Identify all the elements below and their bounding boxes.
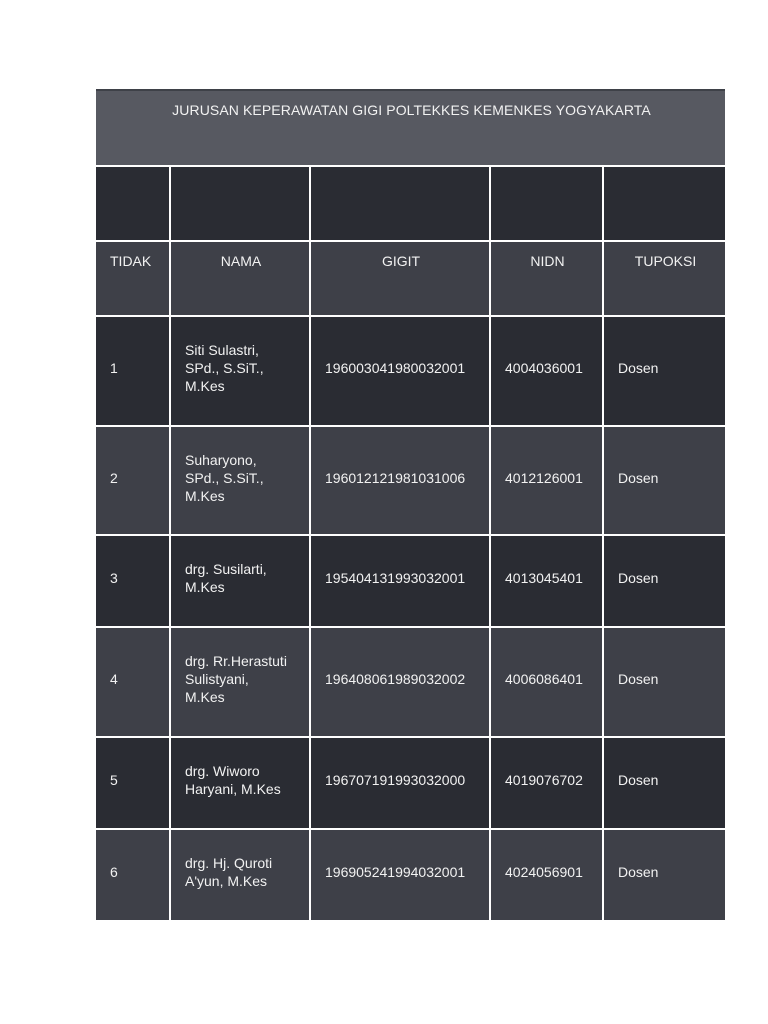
cell-nama bbox=[170, 627, 310, 737]
nama-line: A'yun, M.Kes bbox=[185, 873, 268, 889]
cell-nidn: 4019076702 bbox=[490, 737, 603, 829]
cell-tupoksi: Dosen bbox=[603, 316, 726, 426]
table-row bbox=[95, 535, 726, 627]
cell-no: 1 bbox=[95, 316, 170, 426]
cell-nama bbox=[170, 829, 310, 921]
cell-nip: 195404131993032001 bbox=[310, 535, 490, 627]
blank-cell bbox=[603, 166, 726, 241]
table-row bbox=[95, 426, 726, 535]
cell-no: 6 bbox=[95, 829, 170, 921]
nama-line: SPd., S.SiT., bbox=[185, 360, 264, 376]
blank-row bbox=[95, 166, 726, 241]
cell-nama bbox=[170, 316, 310, 426]
cell-nama bbox=[170, 426, 310, 535]
table-row bbox=[95, 737, 726, 829]
cell-tupoksi: Dosen bbox=[603, 535, 726, 627]
nama-line: M.Kes bbox=[185, 579, 225, 595]
cell-no: 3 bbox=[95, 535, 170, 627]
nama-line: Suharyono, bbox=[185, 451, 257, 468]
nama-line: M.Kes bbox=[185, 487, 225, 504]
header-tupoksi: TUPOKSI bbox=[603, 241, 726, 316]
table-title: JURUSAN KEPERAWATAN GIGI POLTEKKES KEMENKES YOGYAKARTA bbox=[95, 90, 726, 166]
nama-line: drg. Susilarti, bbox=[185, 561, 267, 577]
nama-line: drg. Wiworo bbox=[185, 763, 260, 779]
cell-nip: 196003041980032001 bbox=[310, 316, 490, 426]
cell-nip: 196905241994032001 bbox=[310, 829, 490, 921]
table-row bbox=[95, 627, 726, 737]
nama-line: Haryani, M.Kes bbox=[185, 781, 281, 797]
nama-line: M.Kes bbox=[185, 378, 225, 394]
cell-nidn: 4004036001 bbox=[490, 316, 603, 426]
table-row bbox=[95, 829, 726, 921]
cell-nidn: 4012126001 bbox=[490, 426, 603, 535]
nama-line: Siti Sulastri, bbox=[185, 342, 259, 358]
cell-tupoksi: Dosen bbox=[603, 829, 726, 921]
nama-line: drg. Hj. Quroti bbox=[185, 855, 273, 871]
header-row bbox=[95, 241, 726, 316]
cell-nip: 196707191993032000 bbox=[310, 737, 490, 829]
nama-line: Sulistyani, bbox=[185, 671, 249, 687]
header-nama: NAMA bbox=[170, 241, 310, 316]
header-nip: GIGIT bbox=[310, 241, 490, 316]
cell-no: 5 bbox=[95, 737, 170, 829]
staff-table bbox=[94, 89, 727, 922]
cell-tupoksi: Dosen bbox=[603, 426, 726, 535]
title-row bbox=[95, 90, 726, 166]
table-row bbox=[95, 316, 726, 426]
nama-line: M.Kes bbox=[185, 689, 225, 705]
cell-nip: 196408061989032002 bbox=[310, 627, 490, 737]
nama-line: SPd., S.SiT., bbox=[185, 469, 264, 486]
header-no: TIDAK bbox=[95, 241, 170, 316]
cell-tupoksi: Dosen bbox=[603, 627, 726, 737]
cell-no: 4 bbox=[95, 627, 170, 737]
header-nidn: NIDN bbox=[490, 241, 603, 316]
cell-nama bbox=[170, 737, 310, 829]
blank-cell bbox=[310, 166, 490, 241]
cell-nidn: 4024056901 bbox=[490, 829, 603, 921]
cell-nidn: 4013045401 bbox=[490, 535, 603, 627]
blank-cell bbox=[95, 166, 170, 241]
cell-no: 2 bbox=[95, 426, 170, 535]
blank-cell bbox=[170, 166, 310, 241]
nama-line: drg. Rr.Herastuti bbox=[185, 653, 287, 669]
cell-nama bbox=[170, 535, 310, 627]
cell-nidn: 4006086401 bbox=[490, 627, 603, 737]
cell-tupoksi: Dosen bbox=[603, 737, 726, 829]
blank-cell bbox=[490, 166, 603, 241]
cell-nip: 196012121981031006 bbox=[310, 426, 490, 535]
